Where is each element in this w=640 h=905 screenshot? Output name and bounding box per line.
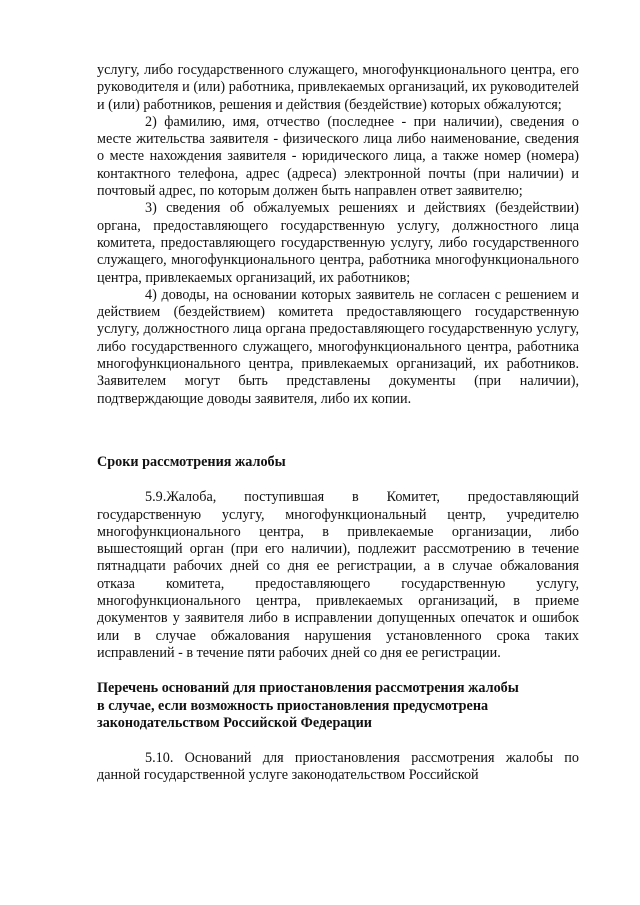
heading-suspension — [97, 680, 579, 732]
heading-suspension-line-2: в случае, если возможность приостановления предусмотрена — [97, 697, 489, 714]
paragraph-item-4: 4) доводы, на основании которых заявитель не согласен с решением и действием (бездействием) комитета предоставляющего государственную услугу, должностного лица органа предоставляющего государственную услугу, либо государственного служащего, многофункционального центра, работника многофункционального центра, привлекаемых организаций, их работников. Заявителем могут быть представлены документы (при наличии), подтверждающие доводы заявителя, либо их копии. — [97, 286, 579, 407]
paragraph-item-3: 3) сведения об обжалуемых решениях и действиях (бездействии) органа, предоставляющего государственную услугу, должностного лица комитета, предоставляющего государственную услугу, либо государственного служащего, многофункционального центра, работника многофункционального центра, привлекаемых организаций, их работников; — [97, 200, 579, 286]
paragraph-item-2: 2) фамилию, имя, отчество (последнее - при наличии), сведения о месте жительства заявителя - физического лица либо наименование, сведения о месте нахождения заявителя - юридического лица, а также номер (номера) контактного телефона, адрес (адреса) электронной почты (при наличии) и почтовый адрес, по которым должен быть направлен ответ заявителю; — [97, 113, 579, 200]
heading-suspension-line-1: Перечень оснований для приостановления рассмотрения жалобы — [97, 680, 519, 697]
paragraph-5-10: 5.10. Оснований для приостановления рассмотрения жалобы по данной государственной услуге законодательством Российской — [97, 750, 579, 784]
paragraph-5-9: 5.9.Жалоба, поступившая в Комитет, предоставляющий государственную услугу, многофункциональный центр, учредителю многофункционального центра, в привлекаемые организации, либо вышестоящий орган (при его наличии), подлежит рассмотрению в течение пятнадцати рабочих дней со дня ее регистрации, а в случае обжалования отказа комитета, предоставляющего государственную услугу, многофункционального центра, привлекаемых организаций, в приеме документов у заявителя либо в исправлении допущенных опечаток и ошибок или в случае обжалования нарушения установленного срока таких исправлений - в течение пяти рабочих дней со дня ее регистрации. — [97, 489, 579, 661]
paragraph-applicant-details-continuation: услугу, либо государственного служащего, многофункционального центра, его руководителя и (или) работника, привлекаемых организаций, их руководителей и (или) работников, решения и действия (бездействие) которых обжалуются; — [97, 62, 579, 113]
document-page — [97, 62, 579, 785]
heading-review-period: Сроки рассмотрения жалобы — [97, 453, 286, 470]
heading-suspension-line-3: законодательством Российской Федерации — [97, 714, 372, 731]
